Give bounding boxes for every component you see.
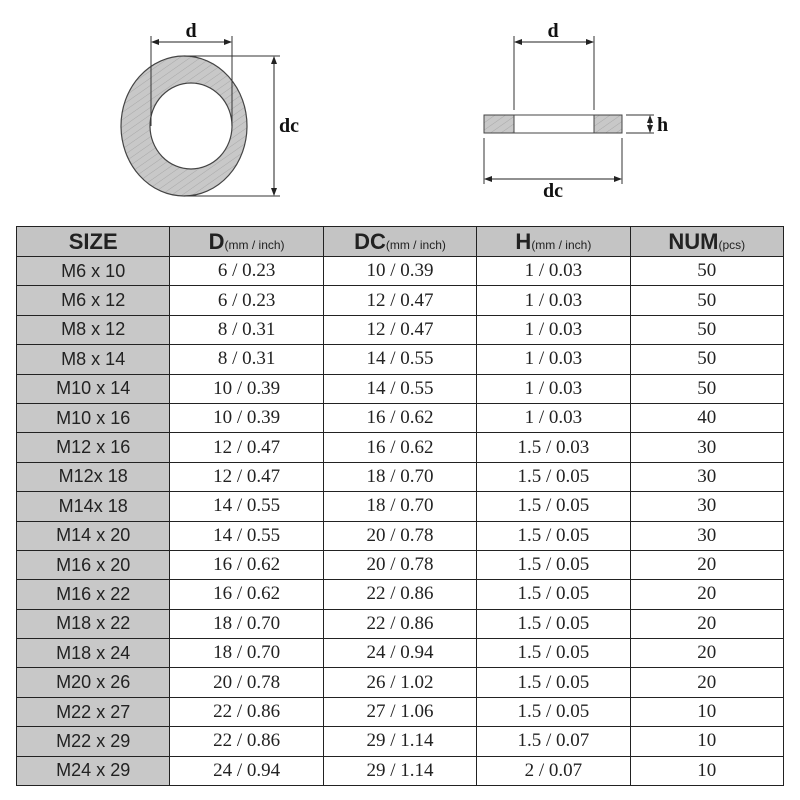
d-cell: 6 / 0.23 bbox=[170, 286, 323, 315]
h-cell: 1.5 / 0.05 bbox=[477, 639, 630, 668]
label-h: h bbox=[657, 114, 669, 136]
size-cell: M10 x 16 bbox=[17, 403, 170, 432]
dc-cell: 10 / 0.39 bbox=[323, 257, 476, 286]
size-cell: M14x 18 bbox=[17, 492, 170, 521]
dc-cell: 16 / 0.62 bbox=[323, 433, 476, 462]
table-row bbox=[17, 697, 784, 726]
table-row bbox=[17, 580, 784, 609]
dc-cell: 18 / 0.70 bbox=[323, 492, 476, 521]
header-unit: (pcs) bbox=[718, 237, 746, 252]
d-cell: 18 / 0.70 bbox=[170, 609, 323, 638]
column-header bbox=[630, 227, 783, 257]
h-cell: 1 / 0.03 bbox=[477, 286, 630, 315]
table-row bbox=[17, 639, 784, 668]
column-header bbox=[323, 227, 476, 257]
num-cell: 30 bbox=[630, 492, 783, 521]
num-cell: 20 bbox=[630, 609, 783, 638]
d-cell: 18 / 0.70 bbox=[170, 639, 323, 668]
d-cell: 12 / 0.47 bbox=[170, 462, 323, 491]
label-dc-top: dc bbox=[279, 115, 299, 137]
dc-cell: 12 / 0.47 bbox=[323, 315, 476, 344]
d-cell: 10 / 0.39 bbox=[170, 374, 323, 403]
size-cell: M16 x 20 bbox=[17, 550, 170, 579]
num-cell: 30 bbox=[630, 462, 783, 491]
d-cell: 16 / 0.62 bbox=[170, 580, 323, 609]
size-cell: M8 x 14 bbox=[17, 345, 170, 374]
num-cell: 10 bbox=[630, 727, 783, 756]
size-cell: M24 x 29 bbox=[17, 756, 170, 785]
h-cell: 1 / 0.03 bbox=[477, 374, 630, 403]
size-cell: M10 x 14 bbox=[17, 374, 170, 403]
h-cell: 2 / 0.07 bbox=[477, 756, 630, 785]
label-dc-side: dc bbox=[543, 180, 563, 202]
size-cell: M18 x 22 bbox=[17, 609, 170, 638]
size-cell: M8 x 12 bbox=[17, 315, 170, 344]
dc-cell: 18 / 0.70 bbox=[323, 462, 476, 491]
size-cell: M12 x 16 bbox=[17, 433, 170, 462]
num-cell: 50 bbox=[630, 315, 783, 344]
table-header bbox=[17, 227, 784, 257]
size-cell: M22 x 29 bbox=[17, 727, 170, 756]
d-cell: 20 / 0.78 bbox=[170, 668, 323, 697]
table-row bbox=[17, 433, 784, 462]
header-unit: (mm / inch) bbox=[531, 237, 592, 252]
size-cell: M14 x 20 bbox=[17, 521, 170, 550]
num-cell: 50 bbox=[630, 374, 783, 403]
washer-size-table bbox=[16, 226, 784, 786]
table-row bbox=[17, 315, 784, 344]
d-cell: 10 / 0.39 bbox=[170, 403, 323, 432]
header-label: H bbox=[515, 228, 532, 254]
column-header bbox=[17, 227, 170, 257]
num-cell: 10 bbox=[630, 756, 783, 785]
table-row bbox=[17, 756, 784, 785]
d-cell: 8 / 0.31 bbox=[170, 345, 323, 374]
num-cell: 30 bbox=[630, 521, 783, 550]
dc-cell: 12 / 0.47 bbox=[323, 286, 476, 315]
table-row bbox=[17, 462, 784, 491]
dc-cell: 27 / 1.06 bbox=[323, 697, 476, 726]
h-cell: 1.5 / 0.05 bbox=[477, 550, 630, 579]
d-cell: 14 / 0.55 bbox=[170, 521, 323, 550]
dc-cell: 14 / 0.55 bbox=[323, 374, 476, 403]
h-cell: 1.5 / 0.05 bbox=[477, 668, 630, 697]
d-cell: 22 / 0.86 bbox=[170, 727, 323, 756]
table-row bbox=[17, 727, 784, 756]
column-header bbox=[170, 227, 323, 257]
h-cell: 1.5 / 0.07 bbox=[477, 727, 630, 756]
dc-cell: 14 / 0.55 bbox=[323, 345, 476, 374]
header-label: NUM bbox=[668, 228, 719, 254]
h-cell: 1.5 / 0.05 bbox=[477, 492, 630, 521]
d-cell: 14 / 0.55 bbox=[170, 492, 323, 521]
table-row bbox=[17, 374, 784, 403]
dc-cell: 26 / 1.02 bbox=[323, 668, 476, 697]
header-label: SIZE bbox=[68, 228, 118, 254]
table-row bbox=[17, 257, 784, 286]
size-cell: M6 x 10 bbox=[17, 257, 170, 286]
table-row bbox=[17, 286, 784, 315]
d-cell: 6 / 0.23 bbox=[170, 257, 323, 286]
table-row bbox=[17, 668, 784, 697]
size-cell: M16 x 22 bbox=[17, 580, 170, 609]
size-cell: M22 x 27 bbox=[17, 697, 170, 726]
header-unit: (mm / inch) bbox=[385, 237, 446, 252]
h-cell: 1.5 / 0.05 bbox=[477, 609, 630, 638]
table-row bbox=[17, 403, 784, 432]
dc-cell: 16 / 0.62 bbox=[323, 403, 476, 432]
size-cell: M6 x 12 bbox=[17, 286, 170, 315]
column-header bbox=[477, 227, 630, 257]
num-cell: 20 bbox=[630, 580, 783, 609]
h-cell: 1 / 0.03 bbox=[477, 403, 630, 432]
num-cell: 50 bbox=[630, 286, 783, 315]
h-cell: 1.5 / 0.05 bbox=[477, 580, 630, 609]
label-d-side: d bbox=[547, 20, 559, 42]
washer-top-view bbox=[121, 20, 299, 196]
dc-cell: 22 / 0.86 bbox=[323, 580, 476, 609]
num-cell: 20 bbox=[630, 550, 783, 579]
num-cell: 10 bbox=[630, 697, 783, 726]
washer-side-view bbox=[484, 20, 668, 202]
h-cell: 1 / 0.03 bbox=[477, 345, 630, 374]
dc-cell: 20 / 0.78 bbox=[323, 550, 476, 579]
num-cell: 20 bbox=[630, 668, 783, 697]
table-row bbox=[17, 521, 784, 550]
dc-cell: 22 / 0.86 bbox=[323, 609, 476, 638]
h-cell: 1.5 / 0.05 bbox=[477, 462, 630, 491]
h-cell: 1.5 / 0.03 bbox=[477, 433, 630, 462]
dc-cell: 24 / 0.94 bbox=[323, 639, 476, 668]
num-cell: 50 bbox=[630, 257, 783, 286]
h-cell: 1 / 0.03 bbox=[477, 257, 630, 286]
header-label: DC bbox=[354, 228, 386, 254]
table-row bbox=[17, 609, 784, 638]
d-cell: 22 / 0.86 bbox=[170, 697, 323, 726]
size-cell: M18 x 24 bbox=[17, 639, 170, 668]
header-label: D bbox=[208, 228, 225, 254]
dc-cell: 29 / 1.14 bbox=[323, 727, 476, 756]
h-cell: 1.5 / 0.05 bbox=[477, 521, 630, 550]
num-cell: 20 bbox=[630, 639, 783, 668]
num-cell: 50 bbox=[630, 345, 783, 374]
dc-cell: 29 / 1.14 bbox=[323, 756, 476, 785]
d-cell: 12 / 0.47 bbox=[170, 433, 323, 462]
table-row bbox=[17, 492, 784, 521]
d-cell: 24 / 0.94 bbox=[170, 756, 323, 785]
num-cell: 30 bbox=[630, 433, 783, 462]
h-cell: 1.5 / 0.05 bbox=[477, 697, 630, 726]
label-d-top: d bbox=[185, 20, 197, 42]
num-cell: 40 bbox=[630, 403, 783, 432]
h-cell: 1 / 0.03 bbox=[477, 315, 630, 344]
d-cell: 8 / 0.31 bbox=[170, 315, 323, 344]
d-cell: 16 / 0.62 bbox=[170, 550, 323, 579]
table-row bbox=[17, 550, 784, 579]
size-cell: M12x 18 bbox=[17, 462, 170, 491]
table-row bbox=[17, 345, 784, 374]
header-unit: (mm / inch) bbox=[224, 237, 285, 252]
washer-diagram bbox=[0, 0, 800, 220]
dc-cell: 20 / 0.78 bbox=[323, 521, 476, 550]
size-cell: M20 x 26 bbox=[17, 668, 170, 697]
